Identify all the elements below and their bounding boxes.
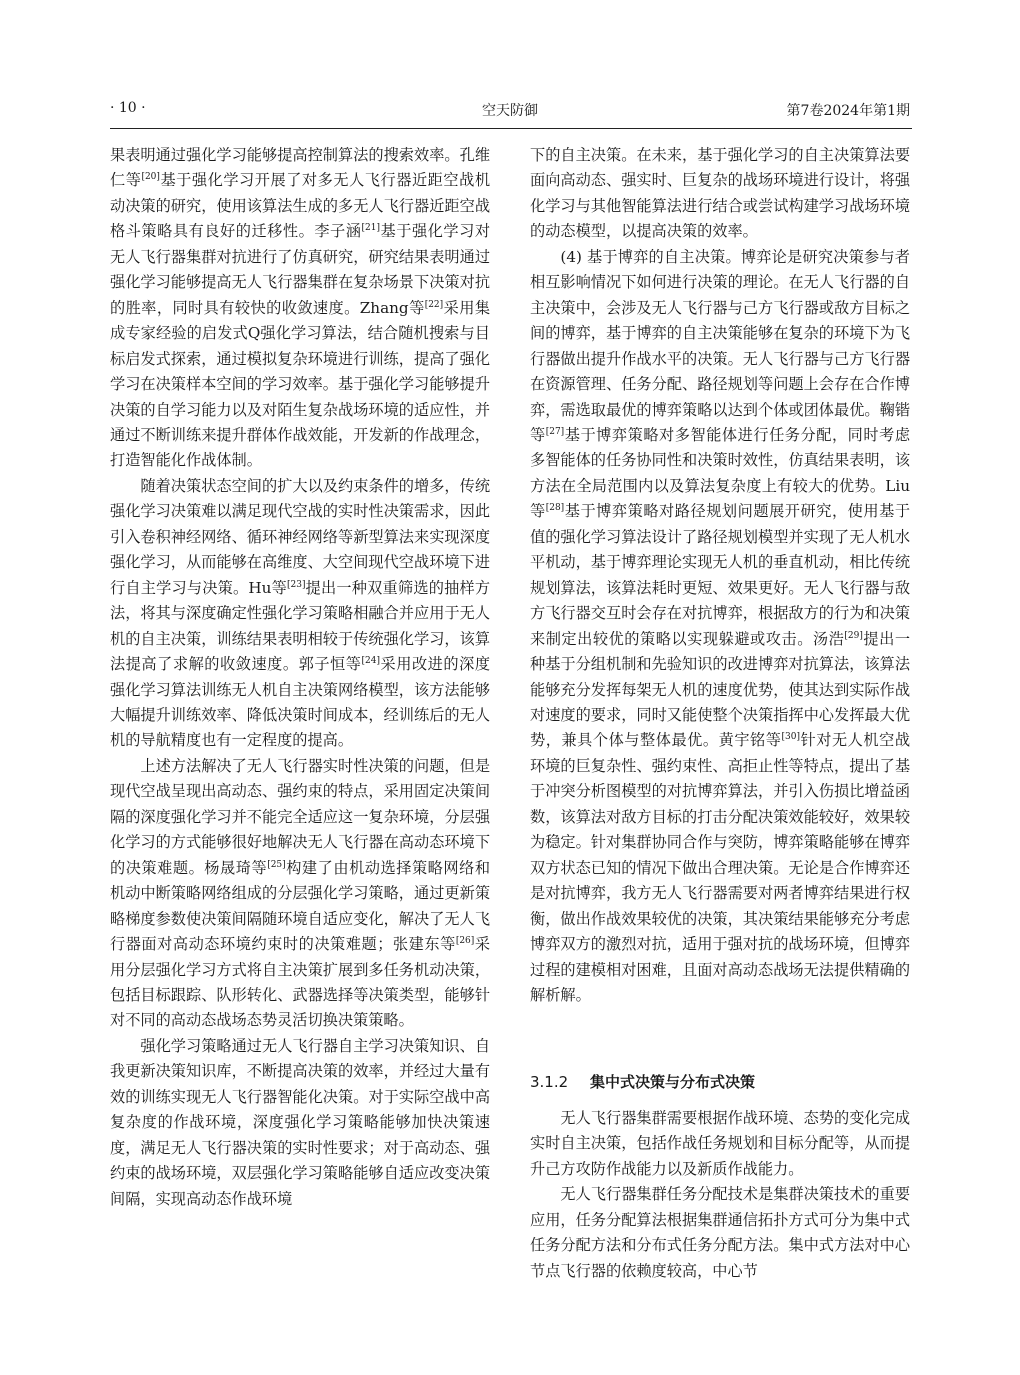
text-run: 基于强化学习开展了对多无人飞行器近距空战机动决策的研究，使用该算法生成的多无人飞行器近距空战格斗策略具有良好的迁移性。李子涵	[110, 171, 491, 241]
citation: [24]	[361, 656, 380, 667]
citation: [29]	[844, 630, 863, 641]
left-paragraph-4: 强化学习策略通过无人飞行器自主学习决策知识、自我更新决策知识库，不断提高决策的效率，并经过大量有效的训练实现无人飞行器智能化决策。对于实际空战中高复杂度的作战环境，深度强化学习策略能够加快决策速度，满足无人飞行器决策的实时性要求；对于高动态、强约束的战场环境，双层强化学习策略能够自适应改变决策间隔，实现高动态作战环境	[110, 1036, 490, 1208]
citation: [22]	[424, 299, 444, 310]
page-header	[110, 100, 910, 124]
text-run: 提出一种双重筛选的抽样方法，将其与深度确定性强化学习策略相融合并应用于无人机的自主决策，训练结果表明相较于传统强化学习，该算法提高了求解的收敛速度。郭子恒等	[110, 578, 491, 674]
text-run: 上述方法解决了无人飞行器实时性决策的问题，但是现代空战呈现出高动态、强约束的特点，采用固定决策间隔的深度强化学习并不能完全适应这一复杂环境，分层强化学习的方式能够很好地解决无人飞行器在高动态环境下的决策难题。杨晟琦等	[110, 756, 490, 877]
citation: [25]	[267, 859, 286, 870]
citation: [27]	[545, 426, 565, 437]
text-run: 基于博弈策略对多智能体进行任务分配，同时考虑多智能体的任务协同性和决策时效性，仿真结果表明，该方法在全局范围内以及算法复杂度上有较大的优势。Liu等	[530, 425, 911, 521]
right-paragraph-2	[530, 245, 910, 1009]
section-number: 3.1.2	[530, 1073, 569, 1091]
right-paragraph-1: 下的自主决策。在未来，基于强化学习的自主决策算法要面向高动态、强实时、巨复杂的战场环境进行设计，将强化学习与其他智能算法进行结合或尝试构建学习战场环境的动态模型，以提高决策的效率。	[530, 146, 910, 241]
journal-name: 空天防御	[482, 103, 538, 119]
text-run: 基于博弈策略对路径规划问题展开研究，使用基于值的强化学习算法设计了路径规划模型并实现了无人机水平机动，基于博弈理论实现无人机的垂直机动，相比传统规划算法，该算法耗时更短、效果更好。无人飞行器与敌方飞行器交互时会存在对抗博弈，根据敌方的行为和决策来制定出较优的策略以实现躲避或攻击。汤浩	[530, 502, 911, 648]
citation: [21]	[361, 223, 380, 234]
right-column-lower	[530, 1106, 910, 1284]
text-run: 采用改进的深度强化学习算法训练无人机自主决策网络模型，该方法能够大幅提升训练效率、降低决策时间成本，经训练后的无人机的导航精度也有一定程度的提高。	[110, 655, 491, 750]
text-run: 采用集成专家经验的启发式Q强化学习算法，结合随机搜索与目标启发式探索，通过模拟复杂环境进行训练，提高了强化学习在决策样本空间的学习效率。基于强化学习能够提升决策的自学习能力以及对陌生复杂战场环境的适应性，并通过不断训练来提升群体作战效能，开发新的作战理念，打造智能化作战体制。	[110, 298, 490, 470]
text-run: 果表明通过强化学习能够提高控制算法的搜索效率。孔维仁等	[110, 146, 490, 190]
text-run: 基于强化学习对无人飞行器集群对抗进行了仿真研究，研究结果表明通过强化学习能够提高无人飞行器集群在复杂场景下决策对抗的胜率，同时具有较快的收敛速度。Zhang等	[110, 222, 491, 317]
citation: [30]	[781, 732, 800, 743]
right-paragraph-3: 无人飞行器集群需要根据作战环境、态势的变化完成实时自主决策，包括作战任务规划和目标分配等，从而提升己方攻防作战能力以及新质作战能力。	[530, 1109, 910, 1178]
left-column	[110, 143, 490, 1212]
header-rule	[110, 128, 912, 129]
left-paragraph-1	[110, 143, 490, 474]
issue-info: 第7卷2024年第1期	[786, 103, 910, 119]
text-run: (4) 基于博弈的自主决策。博弈论是研究决策参与者相互影响情况下如何进行决策的理论。在无人飞行器的自主决策中，会涉及无人飞行器与己方飞行器或敌方目标之间的博弈，基于博弈的自主决策能够在复杂的环境下为飞行器做出提升作战水平的决策。无人飞行器与己方飞行器在资源管理、任务分配、路径规划等问题上会存在合作博弈，需选取最优的博弈策略以达到个体或团体最优。鞠锴等	[530, 247, 910, 444]
text-run: 提出一种基于分组机制和先验知识的改进博弈对抗算法，该算法能够充分发挥每架无人机的速度优势，使其达到实际作战对速度的要求，同时又能使整个决策指挥中心发挥最大优势，兼具个体与整体最优。黄宇铭等	[530, 629, 911, 750]
citation: [28]	[545, 503, 565, 514]
text-run: 构建了由机动选择策略网络和机动中断策略网络组成的分层强化学习策略，通过更新策略梯度参数使决策间隔随环境自适应变化，解决了无人飞行器面对高动态环境约束时的决策难题；张建东等	[110, 858, 491, 954]
page-number: · 10 ·	[110, 100, 146, 116]
citation: [20]	[141, 172, 160, 183]
text-run: 采用分层强化学习方式将自主决策扩展到多任务机动决策，包括目标跟踪、队形转化、武器选择等决策类型，能够针对不同的高动态战场态势灵活切换决策策略。	[110, 935, 491, 1030]
citation: [23]	[287, 579, 306, 590]
right-column	[530, 143, 910, 1008]
right-paragraph-4: 无人飞行器集群任务分配技术是集群决策技术的重要应用，任务分配算法根据集群通信拓扑方式可分为集中式任务分配方法和分布式任务分配方法。集中式方法对中心节点飞行器的依赖度较高，中心节	[530, 1185, 910, 1280]
left-paragraph-2	[110, 474, 490, 754]
citation: [26]	[455, 936, 475, 947]
left-paragraph-3	[110, 754, 490, 1034]
text-run: 随着决策状态空间的扩大以及约束条件的增多，传统强化学习决策难以满足现代空战的实时性决策需求，因此引入卷积神经网络、循环神经网络等新型算法来实现深度强化学习，从而能够在高维度、大空间现代空战环境下进行自主学习与决策。Hu等	[110, 476, 490, 597]
section-heading	[530, 1071, 755, 1092]
section-title: 集中式决策与分布式决策	[590, 1073, 756, 1091]
text-run: 针对无人机空战环境的巨复杂性、强约束性、高拒止性等特点，提出了基于冲突分析图模型的对抗博弈算法，并引入伤损比增益函数，该算法对敌方目标的打击分配决策效能较好，效果较为稳定。针对集群协同合作与突防，博弈策略能够在博弈双方状态已知的情况下做出合理决策。无论是合作博弈还是对抗博弈，我方无人飞行器需要对两者博弈结果进行权衡，做出作战效果较优的决策，其决策结果能够充分考虑博弈双方的激烈对抗，适用于强对抗的战场环境，但博弈过程的建模相对困难，且面对高动态战场无法提供精确的解析解。	[530, 731, 911, 1004]
